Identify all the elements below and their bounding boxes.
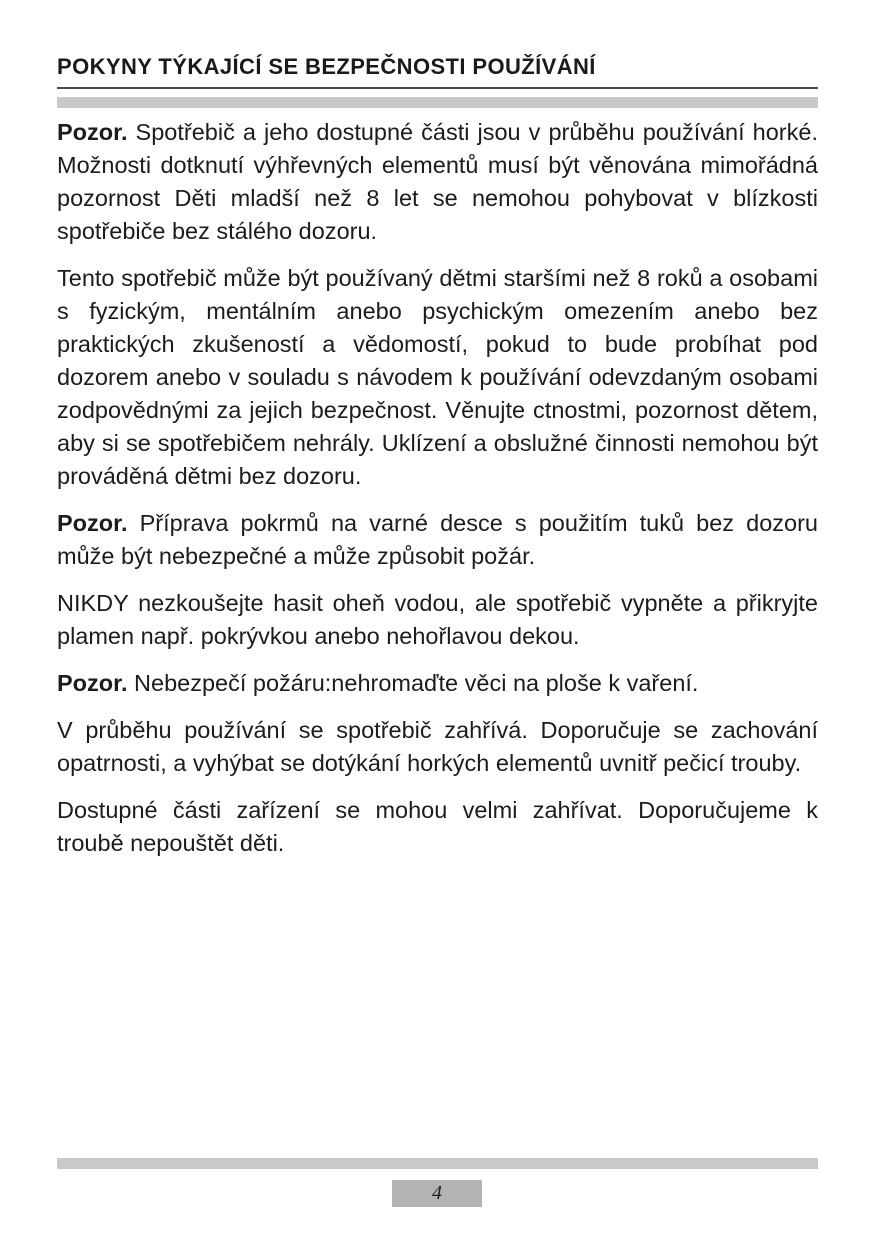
paragraph-warning-hot-surfaces: [57, 116, 818, 248]
warning-lead: Pozor.: [57, 670, 128, 696]
page-number-box: [392, 1180, 482, 1207]
paragraph-text: Tento spotřebič může být používaný dětmi staršími než 8 roků a osobami s fyzickým, mentálním anebo psychickým omezením anebo bez praktických zkušeností a vědomostí, pokud to bude probíhat pod dozorem anebo v souladu s návodem k používání odevzdaným osobami zodpovědnými za jejich bezpečnost. Věnujte ctnostmi, pozornost dětem, aby si se spotřebičem nehrály. Uklízení a obslužné činnosti nemohou být prováděná dětmi bez dozoru.: [57, 265, 818, 489]
paragraph-text: Nebezpečí požáru:nehromaďte věci na ploše k vaření.: [127, 670, 699, 696]
paragraph-fire-extinguish: [57, 587, 818, 653]
paragraph-text: Dostupné části zařízení se mohou velmi zahřívat. Doporučujeme k troubě nepouštět děti.: [57, 797, 818, 856]
page-content: [57, 0, 818, 874]
footer-gray-bar: [57, 1158, 818, 1169]
body-text: [57, 116, 818, 860]
warning-lead: Pozor.: [57, 119, 128, 145]
warning-lead: Pozor.: [57, 510, 128, 536]
header-rule: [57, 87, 818, 89]
paragraph-warning-fire-hazard: [57, 667, 818, 700]
paragraph-appliance-heats: [57, 714, 818, 780]
page-number: 4: [432, 1182, 442, 1204]
paragraph-warning-cooking-fats: [57, 507, 818, 573]
paragraph-text: NIKDY nezkoušejte hasit oheň vodou, ale spotřebič vypněte a přikryjte plamen např. pokrývkou anebo nehořlavou dekou.: [57, 590, 818, 649]
paragraph-children-supervision: [57, 262, 818, 493]
header-gray-bar: [57, 97, 818, 108]
paragraph-text: V průběhu používání se spotřebič zahřívá. Doporučuje se zachování opatrnosti, a vyhýbat se dotýkání horkých elementů uvnitř pečicí trouby.: [57, 717, 818, 776]
page-title: POKYNY TÝKAJÍCÍ SE BEZPEČNOSTI POUŽÍVÁNÍ: [57, 54, 596, 79]
paragraph-keep-children-away: [57, 794, 818, 860]
paragraph-text: Spotřebič a jeho dostupné části jsou v průběhu používání horké. Možnosti dotknutí výhřevných elementů musí být věnována mimořádná pozornost Děti mladší než 8 let se nemohou pohybovat v blízkosti spotřebiče bez stálého dozoru.: [57, 119, 818, 244]
paragraph-text: Příprava pokrmů na varné desce s použitím tuků bez dozoru může být nebezpečné a může způsobit požár.: [57, 510, 818, 569]
